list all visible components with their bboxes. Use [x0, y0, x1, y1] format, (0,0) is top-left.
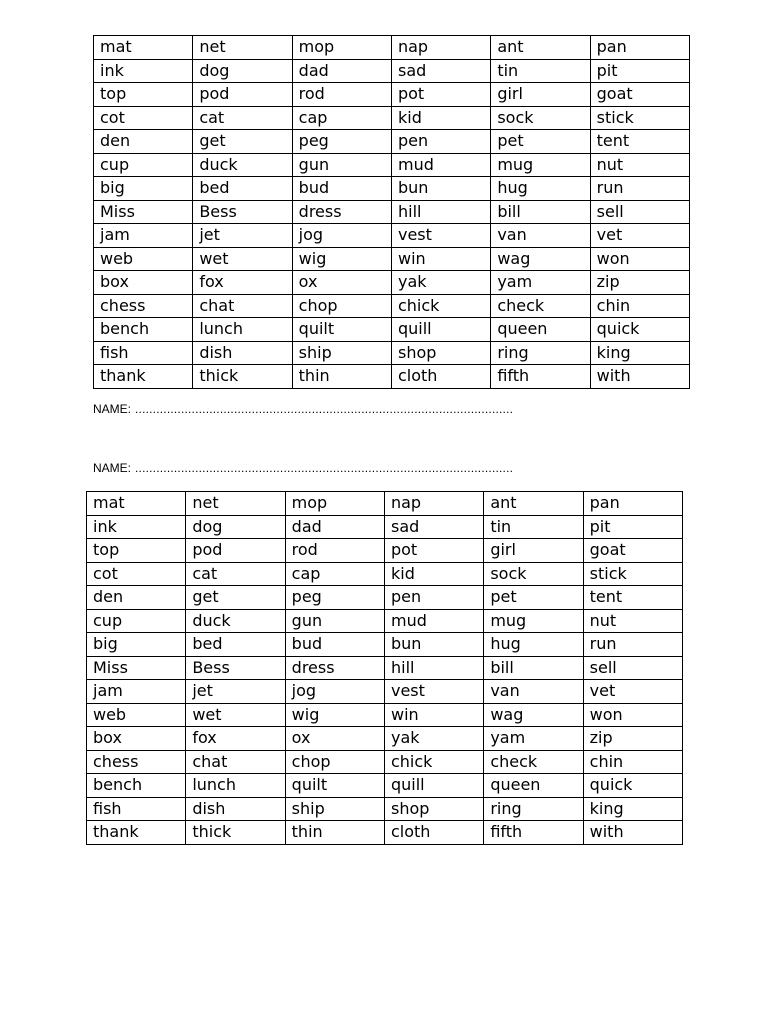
word-cell: bill: [484, 656, 583, 680]
table-row: [94, 271, 690, 295]
word-cell: king: [583, 797, 682, 821]
word-cell: Miss: [87, 656, 186, 680]
word-cell: quill: [384, 774, 483, 798]
word-cell: van: [484, 680, 583, 704]
word-cell: pot: [391, 83, 490, 107]
word-cell: ring: [484, 797, 583, 821]
word-cell: stick: [590, 106, 689, 130]
word-cell: zip: [590, 271, 689, 295]
word-cell: girl: [484, 539, 583, 563]
word-cell: chess: [87, 750, 186, 774]
word-cell: jet: [193, 224, 292, 248]
word-cell: zip: [583, 727, 682, 751]
word-cell: cot: [94, 106, 193, 130]
word-cell: dog: [193, 59, 292, 83]
word-cell: dog: [186, 515, 285, 539]
word-cell: jog: [292, 224, 391, 248]
word-cell: yam: [484, 727, 583, 751]
word-cell: chat: [193, 294, 292, 318]
table-row: [94, 341, 690, 365]
table-row: [94, 106, 690, 130]
word-cell: won: [590, 247, 689, 271]
word-cell: mat: [94, 36, 193, 60]
word-cell: nap: [384, 492, 483, 516]
word-cell: sock: [484, 562, 583, 586]
word-table-1: [93, 35, 690, 389]
word-cell: tent: [583, 586, 682, 610]
word-sheet-1: [93, 35, 690, 389]
word-cell: sad: [384, 515, 483, 539]
word-cell: tent: [590, 130, 689, 154]
word-cell: ink: [87, 515, 186, 539]
table-row: [87, 609, 683, 633]
word-cell: bud: [292, 177, 391, 201]
word-cell: vet: [583, 680, 682, 704]
word-cell: nut: [583, 609, 682, 633]
table-row: [87, 562, 683, 586]
word-cell: vest: [391, 224, 490, 248]
word-cell: van: [491, 224, 590, 248]
word-cell: ship: [285, 797, 384, 821]
word-cell: goat: [583, 539, 682, 563]
word-cell: big: [87, 633, 186, 657]
word-cell: mop: [285, 492, 384, 516]
word-cell: mop: [292, 36, 391, 60]
word-cell: net: [186, 492, 285, 516]
word-cell: hug: [491, 177, 590, 201]
word-cell: quill: [391, 318, 490, 342]
word-cell: dress: [285, 656, 384, 680]
word-cell: duck: [193, 153, 292, 177]
table-row: [87, 539, 683, 563]
word-cell: cap: [285, 562, 384, 586]
word-cell: queen: [491, 318, 590, 342]
word-cell: pan: [583, 492, 682, 516]
word-cell: wig: [292, 247, 391, 271]
table-row: [87, 821, 683, 845]
word-cell: fox: [193, 271, 292, 295]
word-cell: kid: [391, 106, 490, 130]
word-cell: vest: [384, 680, 483, 704]
table-row: [87, 656, 683, 680]
word-cell: sell: [583, 656, 682, 680]
table-row: [87, 703, 683, 727]
word-cell: top: [94, 83, 193, 107]
word-cell: yak: [391, 271, 490, 295]
word-cell: hill: [384, 656, 483, 680]
word-cell: win: [391, 247, 490, 271]
table-row: [87, 586, 683, 610]
word-cell: run: [583, 633, 682, 657]
word-cell: hill: [391, 200, 490, 224]
table-row: [87, 515, 683, 539]
word-cell: mug: [491, 153, 590, 177]
word-cell: web: [94, 247, 193, 271]
word-cell: lunch: [193, 318, 292, 342]
word-cell: yam: [491, 271, 590, 295]
name-line-2: [93, 461, 653, 475]
word-cell: jog: [285, 680, 384, 704]
word-cell: tin: [491, 59, 590, 83]
word-cell: nut: [590, 153, 689, 177]
word-cell: jet: [186, 680, 285, 704]
word-cell: rod: [285, 539, 384, 563]
word-cell: Bess: [193, 200, 292, 224]
word-cell: chin: [590, 294, 689, 318]
word-cell: thin: [285, 821, 384, 845]
word-cell: quick: [590, 318, 689, 342]
table-row: [87, 750, 683, 774]
table-row: [94, 153, 690, 177]
word-cell: fifth: [491, 365, 590, 389]
word-cell: jam: [87, 680, 186, 704]
word-cell: peg: [292, 130, 391, 154]
word-cell: net: [193, 36, 292, 60]
word-cell: gun: [292, 153, 391, 177]
word-cell: cup: [87, 609, 186, 633]
name-dots: ...........................................................................................................: [135, 402, 514, 416]
word-cell: fifth: [484, 821, 583, 845]
table-row: [94, 318, 690, 342]
word-cell: win: [384, 703, 483, 727]
word-cell: thank: [87, 821, 186, 845]
word-cell: get: [193, 130, 292, 154]
word-cell: chin: [583, 750, 682, 774]
word-cell: cat: [186, 562, 285, 586]
word-cell: mud: [384, 609, 483, 633]
word-table-2: [86, 491, 683, 845]
word-cell: mud: [391, 153, 490, 177]
word-cell: pan: [590, 36, 689, 60]
word-cell: sad: [391, 59, 490, 83]
word-cell: chat: [186, 750, 285, 774]
word-cell: ink: [94, 59, 193, 83]
table-row: [87, 727, 683, 751]
word-cell: bench: [87, 774, 186, 798]
word-cell: bed: [193, 177, 292, 201]
word-cell: duck: [186, 609, 285, 633]
word-cell: kid: [384, 562, 483, 586]
word-cell: bud: [285, 633, 384, 657]
word-cell: girl: [491, 83, 590, 107]
word-cell: fish: [87, 797, 186, 821]
table-row: [87, 680, 683, 704]
word-cell: jam: [94, 224, 193, 248]
word-cell: won: [583, 703, 682, 727]
word-cell: top: [87, 539, 186, 563]
word-cell: queen: [484, 774, 583, 798]
word-cell: cat: [193, 106, 292, 130]
word-cell: ox: [292, 271, 391, 295]
word-cell: cot: [87, 562, 186, 586]
word-cell: fox: [186, 727, 285, 751]
word-cell: chop: [285, 750, 384, 774]
word-cell: sell: [590, 200, 689, 224]
word-cell: ox: [285, 727, 384, 751]
name-label: NAME:: [93, 461, 132, 475]
word-cell: shop: [384, 797, 483, 821]
word-cell: yak: [384, 727, 483, 751]
word-cell: chick: [391, 294, 490, 318]
word-cell: check: [491, 294, 590, 318]
word-cell: wet: [186, 703, 285, 727]
table-row: [94, 365, 690, 389]
table-row: [87, 492, 683, 516]
word-cell: wig: [285, 703, 384, 727]
word-cell: chop: [292, 294, 391, 318]
word-cell: pen: [391, 130, 490, 154]
word-cell: pit: [583, 515, 682, 539]
word-cell: Bess: [186, 656, 285, 680]
word-cell: ant: [491, 36, 590, 60]
table-row: [87, 633, 683, 657]
word-cell: tin: [484, 515, 583, 539]
table-row: [94, 200, 690, 224]
word-cell: pod: [193, 83, 292, 107]
word-cell: ant: [484, 492, 583, 516]
word-cell: bench: [94, 318, 193, 342]
name-line-1: [93, 402, 653, 416]
word-cell: wag: [491, 247, 590, 271]
name-dots: ...........................................................................................................: [135, 461, 514, 475]
word-cell: run: [590, 177, 689, 201]
word-cell: check: [484, 750, 583, 774]
word-cell: wet: [193, 247, 292, 271]
word-cell: shop: [391, 341, 490, 365]
word-cell: bun: [384, 633, 483, 657]
word-sheet-2: [86, 491, 683, 845]
table-row: [87, 797, 683, 821]
word-cell: with: [590, 365, 689, 389]
word-cell: bed: [186, 633, 285, 657]
word-cell: fish: [94, 341, 193, 365]
word-cell: pot: [384, 539, 483, 563]
word-cell: get: [186, 586, 285, 610]
word-cell: king: [590, 341, 689, 365]
word-cell: thick: [193, 365, 292, 389]
word-cell: vet: [590, 224, 689, 248]
word-cell: pet: [484, 586, 583, 610]
word-cell: bill: [491, 200, 590, 224]
word-cell: dress: [292, 200, 391, 224]
word-cell: bun: [391, 177, 490, 201]
table-row: [94, 83, 690, 107]
word-cell: box: [94, 271, 193, 295]
word-cell: peg: [285, 586, 384, 610]
table-row: [94, 36, 690, 60]
word-cell: mug: [484, 609, 583, 633]
name-label: NAME:: [93, 402, 132, 416]
table-row: [94, 294, 690, 318]
word-cell: den: [94, 130, 193, 154]
word-cell: gun: [285, 609, 384, 633]
word-cell: cap: [292, 106, 391, 130]
word-cell: dad: [292, 59, 391, 83]
word-cell: dad: [285, 515, 384, 539]
word-cell: den: [87, 586, 186, 610]
word-cell: box: [87, 727, 186, 751]
word-cell: web: [87, 703, 186, 727]
word-cell: ring: [491, 341, 590, 365]
word-cell: with: [583, 821, 682, 845]
word-cell: quilt: [285, 774, 384, 798]
word-cell: lunch: [186, 774, 285, 798]
word-cell: sock: [491, 106, 590, 130]
word-cell: Miss: [94, 200, 193, 224]
word-cell: pit: [590, 59, 689, 83]
word-cell: dish: [193, 341, 292, 365]
word-cell: quilt: [292, 318, 391, 342]
table-row: [94, 59, 690, 83]
word-cell: big: [94, 177, 193, 201]
table-row: [94, 177, 690, 201]
word-cell: chess: [94, 294, 193, 318]
word-cell: cloth: [391, 365, 490, 389]
word-cell: thick: [186, 821, 285, 845]
table-row: [94, 130, 690, 154]
word-cell: goat: [590, 83, 689, 107]
word-cell: cup: [94, 153, 193, 177]
table-row: [94, 224, 690, 248]
word-cell: ship: [292, 341, 391, 365]
word-cell: rod: [292, 83, 391, 107]
word-cell: hug: [484, 633, 583, 657]
word-cell: thin: [292, 365, 391, 389]
word-cell: pen: [384, 586, 483, 610]
word-cell: chick: [384, 750, 483, 774]
word-cell: mat: [87, 492, 186, 516]
word-cell: wag: [484, 703, 583, 727]
word-cell: pod: [186, 539, 285, 563]
word-cell: dish: [186, 797, 285, 821]
table-row: [87, 774, 683, 798]
word-cell: pet: [491, 130, 590, 154]
table-row: [94, 247, 690, 271]
word-cell: quick: [583, 774, 682, 798]
word-cell: cloth: [384, 821, 483, 845]
word-cell: thank: [94, 365, 193, 389]
word-cell: nap: [391, 36, 490, 60]
word-cell: stick: [583, 562, 682, 586]
